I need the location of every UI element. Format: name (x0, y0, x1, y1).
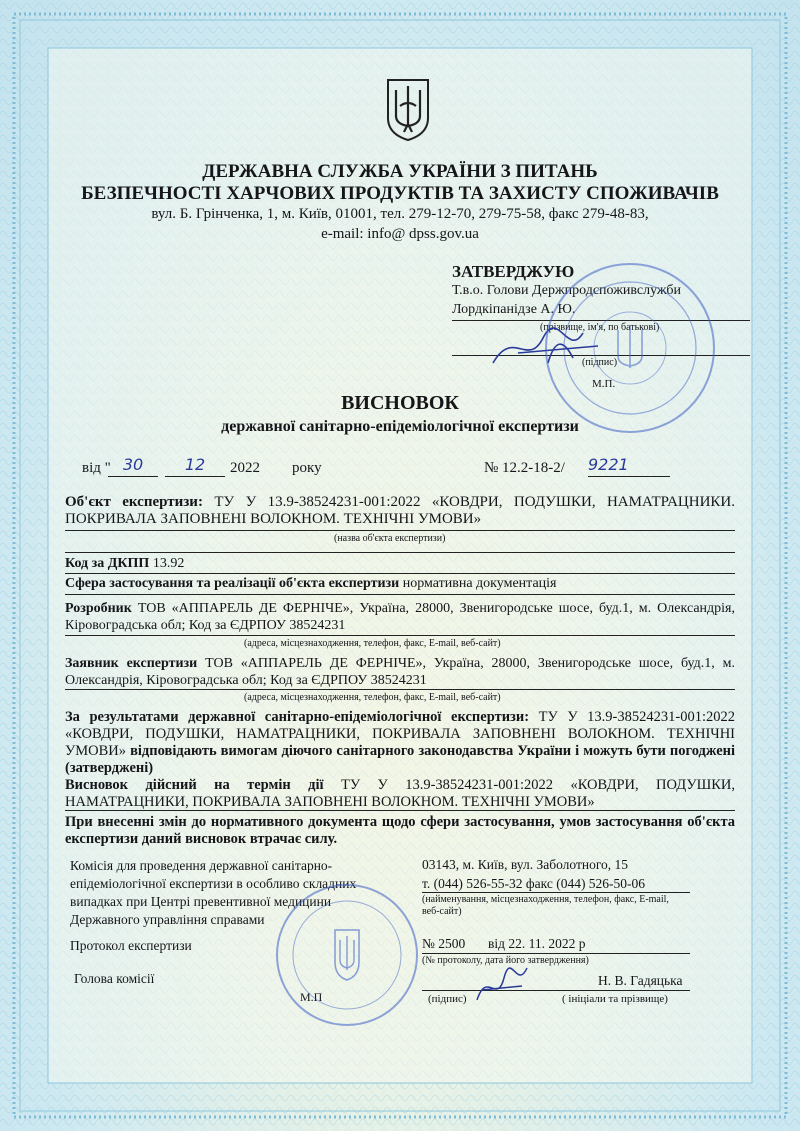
approval-name-caption: (прізвище, ім'я, по батькові) (540, 322, 660, 333)
head-label: Голова комісії (74, 971, 155, 986)
scope-value: нормативна документація (402, 576, 557, 591)
developer-section (65, 600, 735, 634)
head-name: Н. В. Гадяцька (598, 973, 683, 988)
scope-label: Сфера застосування та реалізації об'єкта експертизи (65, 576, 400, 591)
object-section (65, 494, 735, 528)
commission-line-2: епідеміологічної експертизи в особливо складних (70, 876, 357, 891)
round-stamp-bottom (272, 880, 422, 1030)
doc-title: ВИСНОВОК (341, 392, 459, 414)
developer-value: ТОВ «АППАРЕЛЬ ДЕ ФЕРНІЧЕ», Україна, 28000, Звенигородське шосе, буд.1, м. Олександрія, Кіровоградська обл; Код за ЄДРПОУ 38524231 (65, 601, 735, 633)
agency-name-line2: БЕЗПЕЧНОСТІ ХАРЧОВИХ ПРОДУКТІВ ТА ЗАХИСТУ СПОЖИВАЧІВ (81, 183, 719, 204)
agency-email: e-mail: info@ dpss.gov.ua (321, 226, 479, 242)
developer-label: Розробник (65, 601, 132, 616)
protocol-caption: (№ протоколу, дата його затвердження) (422, 955, 589, 966)
validity-label: Висновок дійсний на термін дії (65, 777, 324, 793)
approval-position: Т.в.о. Голови Держпродспоживслужби (452, 283, 682, 298)
validity-value: ТУ У 13.9-38524231-001:2022 «КОВДРИ, ПОДУШКИ, НАМАТРАЦНИКИ, ПОКРИВАЛА ЗАПОВНЕНІ ВОЛОКНОМ. ТЕХНІЧНІ УМОВИ» (65, 777, 736, 810)
developer-caption: (адреса, місцезнаходження, телефон, факс, E-mail, веб-сайт) (244, 638, 501, 649)
doc-subtitle: державної санітарно-епідеміологічної експертизи (221, 418, 579, 435)
result-section (65, 709, 735, 777)
object-caption: (назва об'єкта експертизи) (334, 533, 446, 544)
head-signature-caption: (підпис) (428, 993, 467, 1005)
commission-caption-line-2: веб-сайт) (422, 906, 462, 917)
approval-name: Лордкіпанідзе А. Ю. (452, 302, 576, 317)
agency-name-line1: ДЕРЖАВНА СЛУЖБА УКРАЇНИ З ПИТАНЬ (202, 161, 598, 182)
bottom-seal-caption: М.П (300, 990, 323, 1004)
commission-address: 03143, м. Київ, вул. Заболотного, 15 (422, 857, 629, 872)
dkpp-row (65, 556, 184, 572)
dkpp-value: 13.92 (152, 556, 185, 571)
result-doc: ТУ У 13.9-38524231-001:2022 «КОВДРИ, ПОДУШКИ, НАМАТРАЦНИКИ, ПОКРИВАЛА ЗАПОВНЕНІ ВОЛОКНОМ. ТЕХНІЧНІ УМОВИ» (65, 709, 735, 759)
scope-row (65, 576, 557, 592)
approval-signature-caption: (підпис) (582, 357, 618, 368)
dkpp-label: Код за ДКПП (65, 556, 150, 571)
head-signature (472, 960, 532, 1010)
result-conclusion: відповідають вимогам діючого санітарного законодавства України і можуть бути погоджені (затверджені) (65, 743, 736, 776)
commission-line-4: Державного управління справами (70, 912, 265, 927)
commission-caption (422, 894, 669, 918)
object-value: ТУ У 13.9-38524231-001:2022 «КОВДРИ, ПОДУШКИ, НАМАТРАЦНИКИ. ПОКРИВАЛА ЗАПОВНЕНІ ВОЛОКНОМ. ТЕХНІЧНІ УМОВИ» (65, 494, 735, 527)
applicant-label: Заявник експертизи (65, 656, 198, 671)
agency-address: вул. Б. Грінченка, 1, м. Київ, 01001, тел. 279-12-70, 279-75-58, факс 279-48-83, (151, 206, 649, 222)
date-month: 12 (184, 455, 206, 474)
commission-caption-line-1: (найменування, місцезнаходження, телефон, факс, E-mail, (422, 894, 669, 905)
validity-section (65, 777, 735, 811)
applicant-section (65, 655, 735, 689)
trident-emblem (384, 78, 432, 142)
notice-text: При внесенні змін до нормативного документа щодо сфери застосування, умов застосування об'єкта експертизи даний висновок втрачає силу. (65, 814, 735, 847)
date-year-word: року (292, 460, 322, 476)
date-prefix: від " (82, 460, 111, 476)
commission-line-1: Комісія для проведення державної санітарно- (70, 858, 333, 873)
protocol-label: Протокол експертизи (70, 938, 192, 953)
doc-number-handwritten: 9221 (588, 455, 629, 474)
head-initials-caption: ( ініціали та прізвище) (562, 993, 668, 1005)
approval-title: ЗАТВЕРДЖУЮ (452, 262, 575, 281)
commission-line-3: випадках при Центрі превентивної медицини (70, 894, 332, 909)
result-label: За результатами державної санітарно-епідеміологічної експертизи: (65, 709, 530, 725)
doc-number-prefix: № 12.2-18-2/ (484, 460, 565, 476)
applicant-caption: (адреса, місцезнаходження, телефон, факс, E-mail, веб-сайт) (244, 692, 501, 703)
applicant-value: ТОВ «АППАРЕЛЬ ДЕ ФЕРНІЧЕ», Україна, 28000, Звенигородське шосе, буд.1, м. Олександрія, Кіровоградська обл; Код за ЄДРПОУ 38524231 (65, 656, 736, 688)
date-day: 30 (122, 455, 144, 474)
date-year: 2022 (230, 460, 260, 476)
approval-seal-caption: М.П. (592, 378, 616, 390)
object-label: Об'єкт експертизи: (65, 494, 203, 510)
protocol-number: № 2500 (422, 936, 466, 951)
protocol-date: від 22. 11. 2022 р (488, 936, 586, 951)
commission-phones: т. (044) 526-55-32 факс (044) 526-50-06 (422, 876, 646, 891)
